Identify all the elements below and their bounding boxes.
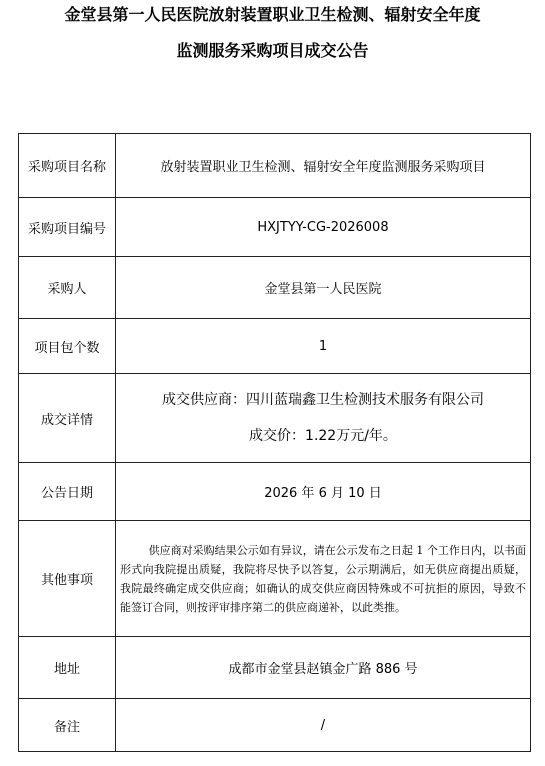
other-label: 其他事项 bbox=[19, 521, 116, 637]
table-row-purchaser bbox=[19, 257, 531, 319]
title-line-1: 金堂县第一人民医院放射装置职业卫生检测、辐射安全年度 bbox=[64, 5, 481, 24]
other-cell bbox=[116, 521, 531, 637]
address-value: 成都市金堂县赵镇金广路 886 号 bbox=[116, 637, 531, 699]
purchaser-value: 金堂县第一人民医院 bbox=[116, 257, 531, 319]
remark-value: / bbox=[116, 699, 531, 752]
package-count-value: 1 bbox=[116, 319, 531, 374]
announce-date-label: 公告日期 bbox=[19, 463, 116, 521]
project-name-label: 采购项目名称 bbox=[19, 134, 116, 198]
announcement-table bbox=[18, 133, 531, 752]
purchaser-label: 采购人 bbox=[19, 257, 116, 319]
table-row-project-no bbox=[19, 198, 531, 257]
other-value: 供应商对采购结果公示如有异议，请在公示发布之日起 1 个工作日内，以书面形式向我院提出质疑，我院将尽快予以答复，公示期满后，如无供应商提出质疑，我院最终确定成交供应商；如确认的成交供应商因特殊或不可抗拒的原因，导致不能签订合同，则按评审排序第二的供应商递补，以此类推。 bbox=[120, 543, 526, 614]
deal-price: 成交价：1.22万元/年。 bbox=[249, 428, 397, 444]
project-no-value: HXJTYY-CG-2026008 bbox=[116, 198, 531, 257]
table-row-address bbox=[19, 637, 531, 699]
table-row-project-name bbox=[19, 134, 531, 198]
remark-label: 备注 bbox=[19, 699, 116, 752]
deal-details-label: 成交详情 bbox=[19, 374, 116, 463]
table-row-announce-date bbox=[19, 463, 531, 521]
announce-date-value: 2026 年 6 月 10 日 bbox=[116, 463, 531, 521]
deal-details-value bbox=[116, 374, 531, 463]
project-name-value: 放射装置职业卫生检测、辐射安全年度监测服务采购项目 bbox=[116, 134, 531, 198]
title-line-2: 监测服务采购项目成交公告 bbox=[176, 41, 369, 60]
deal-supplier: 成交供应商：四川蓝瑞鑫卫生检测技术服务有限公司 bbox=[162, 392, 484, 408]
table-row-package-count bbox=[19, 319, 531, 374]
project-no-label: 采购项目编号 bbox=[19, 198, 116, 257]
table-row-remark bbox=[19, 699, 531, 752]
table-row-other bbox=[19, 521, 531, 637]
table-row-deal-details bbox=[19, 374, 531, 463]
package-count-label: 项目包个数 bbox=[19, 319, 116, 374]
address-label: 地址 bbox=[19, 637, 116, 699]
